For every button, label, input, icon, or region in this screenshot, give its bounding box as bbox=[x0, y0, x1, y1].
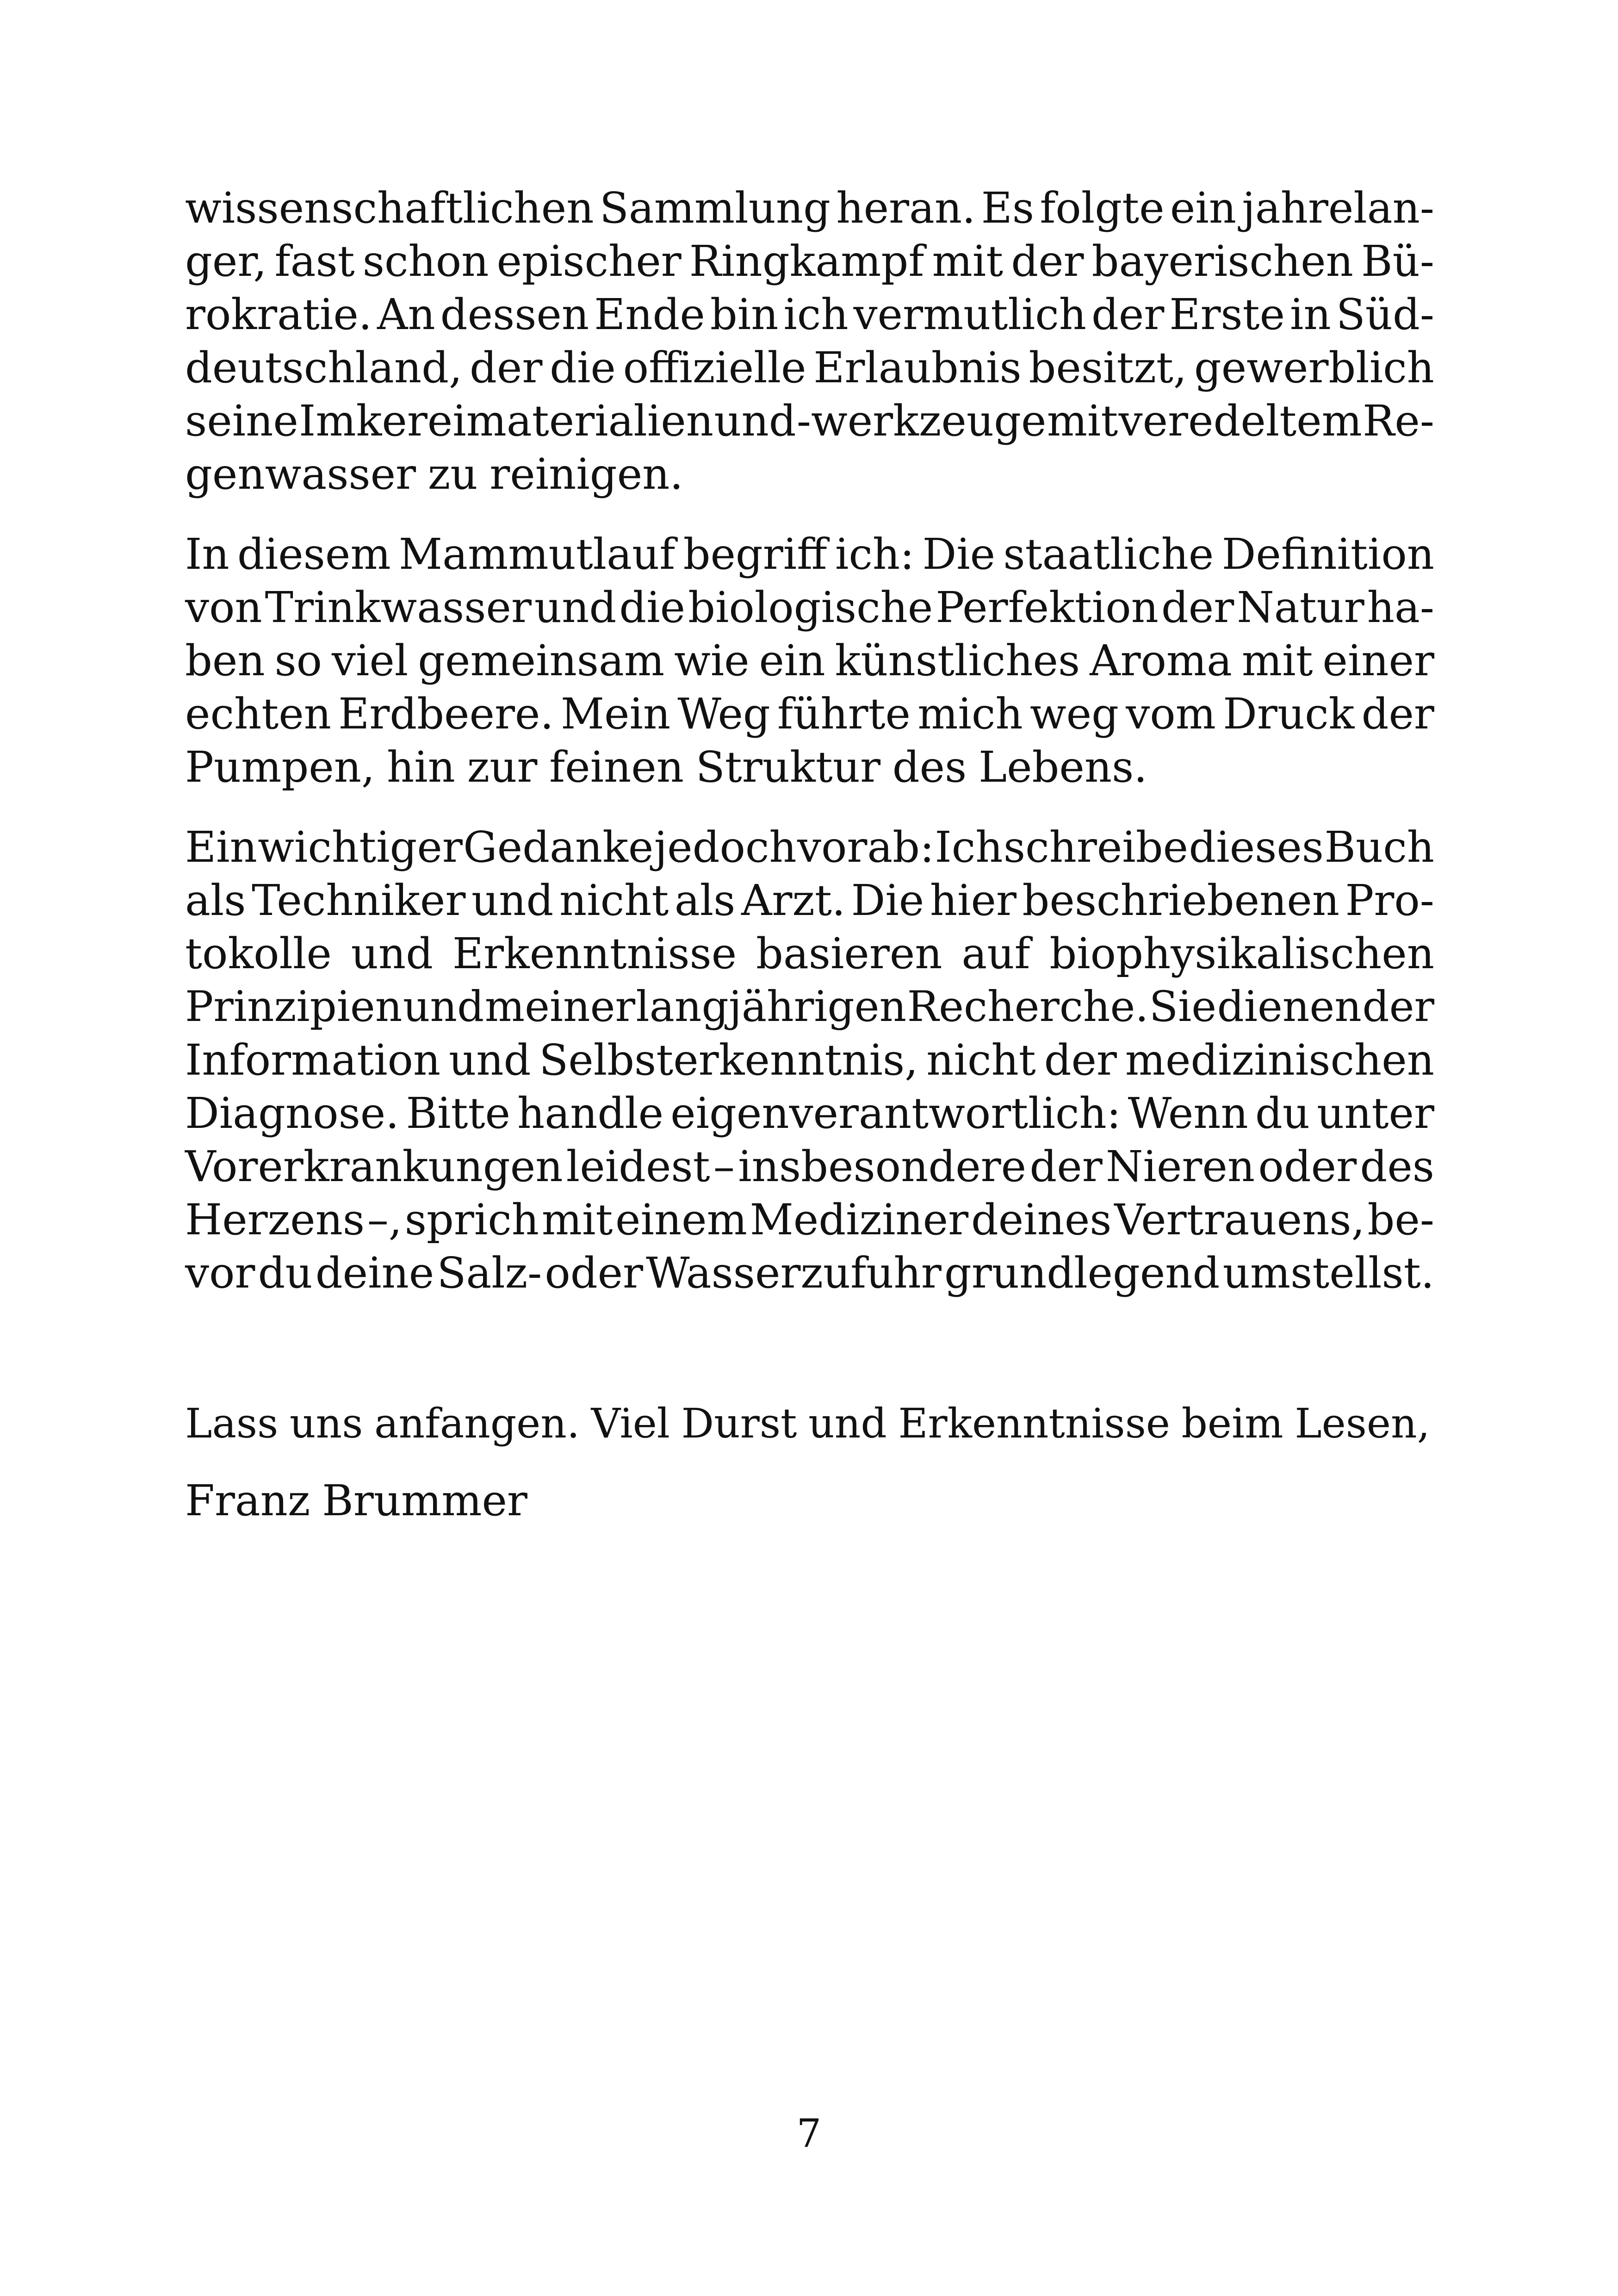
word: Vorerkrankungen bbox=[185, 1142, 563, 1191]
word: Ende bbox=[594, 290, 705, 339]
word: Sie bbox=[1149, 983, 1217, 1031]
word: der bbox=[1029, 1142, 1103, 1191]
word: hier bbox=[930, 876, 1017, 925]
word: uns bbox=[289, 1400, 363, 1447]
word: langjährigen bbox=[636, 983, 907, 1031]
word: vom bbox=[1126, 689, 1216, 739]
word: staatliche bbox=[1003, 529, 1214, 579]
word: hin bbox=[386, 742, 455, 792]
word: mit bbox=[541, 1195, 613, 1244]
word: deutschland, bbox=[185, 343, 463, 392]
word: ger, bbox=[185, 236, 267, 286]
word: An bbox=[377, 290, 435, 339]
word: echten bbox=[185, 689, 331, 739]
word: dieses bbox=[1189, 822, 1324, 872]
word: Ringkampf bbox=[689, 236, 924, 286]
word: dessen bbox=[440, 290, 589, 339]
word: basieren bbox=[756, 929, 942, 978]
paragraph-3-line-3 bbox=[185, 927, 1434, 981]
paragraph-2-line-5 bbox=[185, 740, 1434, 794]
word: Erdbeere. bbox=[338, 689, 554, 739]
word: Nieren bbox=[1106, 1142, 1255, 1191]
paragraph-1-line-1 bbox=[185, 181, 1434, 235]
word: Sammlung bbox=[599, 183, 831, 233]
word: zur bbox=[467, 742, 538, 792]
word: Pro- bbox=[1345, 876, 1434, 925]
word: Arzt. bbox=[741, 876, 846, 925]
word: ich bbox=[783, 290, 849, 339]
word: Salz- bbox=[437, 1248, 542, 1298]
word: genwasser bbox=[185, 449, 416, 499]
paragraph-3-line-8 bbox=[185, 1193, 1434, 1247]
word: diesem bbox=[237, 529, 391, 579]
word: feinen bbox=[549, 742, 684, 792]
word: als bbox=[185, 876, 246, 925]
word: anfangen. bbox=[374, 1400, 580, 1447]
word: und bbox=[808, 1400, 887, 1447]
word: seine bbox=[185, 396, 298, 446]
word: ein bbox=[759, 636, 825, 685]
word: deine bbox=[315, 1248, 434, 1298]
word: Pumpen, bbox=[185, 742, 375, 792]
word: sprich bbox=[404, 1195, 539, 1244]
word: Durst bbox=[681, 1400, 797, 1447]
word: und bbox=[471, 876, 554, 925]
word: Erkenntnisse bbox=[452, 929, 737, 978]
word: oder bbox=[1258, 1142, 1357, 1191]
word: bayerischen bbox=[1091, 236, 1353, 286]
paragraph-2-line-2 bbox=[185, 581, 1434, 635]
word: besitzt, bbox=[1029, 343, 1187, 392]
word: -werkzeuge bbox=[796, 396, 1047, 446]
word: des bbox=[892, 742, 967, 792]
word: biophysikalischen bbox=[1049, 929, 1434, 978]
word: Herzens bbox=[185, 1195, 365, 1244]
word: ich: bbox=[835, 529, 915, 579]
word: der bbox=[1044, 1035, 1117, 1085]
word: Selbsterkenntnis, bbox=[539, 1035, 918, 1085]
page-number: 7 bbox=[796, 2111, 822, 2156]
paragraph-1-line-4 bbox=[185, 341, 1434, 395]
word: biologische bbox=[688, 583, 933, 632]
word: beim bbox=[1181, 1400, 1283, 1447]
word: Druck bbox=[1223, 689, 1355, 739]
word: be- bbox=[1367, 1195, 1434, 1244]
word: Natur bbox=[1237, 583, 1364, 632]
word: einem bbox=[615, 1195, 747, 1244]
word: Prinzipien bbox=[185, 983, 403, 1031]
word: Diagnose. bbox=[185, 1089, 399, 1138]
word: deines bbox=[971, 1195, 1112, 1244]
word: Imkereimaterialien bbox=[299, 396, 713, 446]
paragraph-3-line-2 bbox=[185, 874, 1434, 927]
word: auf bbox=[961, 929, 1030, 978]
word: jedoch bbox=[654, 822, 797, 872]
word: vor bbox=[185, 1248, 255, 1298]
word: des bbox=[1360, 1142, 1434, 1191]
word: Es bbox=[981, 183, 1035, 233]
word: Recherche. bbox=[907, 983, 1149, 1031]
closing-line bbox=[185, 1397, 1434, 1450]
word: führte bbox=[777, 689, 911, 739]
word: beschriebenen bbox=[1022, 876, 1339, 925]
paragraph-1-line-3 bbox=[185, 288, 1434, 342]
word: Die bbox=[922, 529, 996, 579]
word: einer bbox=[1322, 636, 1434, 685]
word: Gedanke bbox=[463, 822, 654, 872]
word: Struktur bbox=[695, 742, 880, 792]
word: der bbox=[1161, 583, 1234, 632]
word: Ein bbox=[185, 822, 257, 872]
word: wichtiger bbox=[258, 822, 463, 872]
word: gemeinsam bbox=[418, 636, 665, 685]
paragraph-3-line-9 bbox=[185, 1246, 1434, 1300]
word: von bbox=[185, 583, 262, 632]
word: der bbox=[470, 343, 543, 392]
word: Lass bbox=[185, 1400, 279, 1447]
word: grundlegend bbox=[944, 1248, 1220, 1298]
word: in bbox=[1290, 290, 1331, 339]
word: die bbox=[619, 583, 686, 632]
word: handle bbox=[517, 1089, 664, 1138]
word: Erste bbox=[1169, 290, 1285, 339]
paragraph-3-line-1 bbox=[185, 821, 1434, 874]
word: Wasserzufuhr bbox=[646, 1248, 942, 1298]
author-signature bbox=[185, 1474, 1434, 1528]
paragraph-1-line-2 bbox=[185, 235, 1434, 288]
word: Ich bbox=[935, 822, 1003, 872]
word: leidest bbox=[566, 1142, 710, 1191]
word: begriff bbox=[683, 529, 827, 579]
word: du bbox=[1255, 1089, 1310, 1138]
word: – bbox=[713, 1142, 735, 1191]
word: der bbox=[1361, 689, 1434, 739]
word: viel bbox=[331, 636, 409, 685]
word: fast bbox=[274, 236, 355, 286]
word: rokratie. bbox=[185, 290, 372, 339]
word: Mein bbox=[560, 689, 671, 739]
word: Bitte bbox=[406, 1089, 510, 1138]
word: Die bbox=[851, 876, 924, 925]
word: tokolle bbox=[185, 929, 332, 978]
word: Definition bbox=[1221, 529, 1434, 579]
word: Re- bbox=[1363, 396, 1434, 446]
word: unter bbox=[1317, 1089, 1434, 1138]
word: jahrelan- bbox=[1242, 183, 1434, 233]
word: oder bbox=[545, 1248, 644, 1298]
word: Lebens. bbox=[979, 742, 1147, 792]
word: der bbox=[1362, 983, 1434, 1031]
word: wissenschaftlichen bbox=[185, 183, 594, 233]
word: schreibe bbox=[1003, 822, 1189, 872]
word: künstliches bbox=[835, 636, 1080, 685]
word: und bbox=[351, 929, 434, 978]
word: mit bbox=[1047, 396, 1118, 446]
word: ha- bbox=[1367, 583, 1434, 632]
word: so bbox=[274, 636, 322, 685]
word: –, bbox=[367, 1195, 402, 1244]
word: Erlaubnis bbox=[813, 343, 1022, 392]
word: Mediziner bbox=[750, 1195, 969, 1244]
word: weg bbox=[1029, 689, 1119, 739]
paragraph-3-line-4 bbox=[185, 980, 1434, 1034]
word: und bbox=[714, 396, 796, 446]
paragraph-2-line-4 bbox=[185, 687, 1434, 741]
word: heran. bbox=[836, 183, 976, 233]
paragraph-2-line-3 bbox=[185, 634, 1434, 688]
word: Franz bbox=[185, 1476, 310, 1525]
word: bin bbox=[710, 290, 779, 339]
word: zu bbox=[428, 449, 478, 499]
word: Wenn bbox=[1128, 1089, 1248, 1138]
word: der bbox=[1091, 290, 1165, 339]
word: vermutlich bbox=[853, 290, 1087, 339]
word: veredeltem bbox=[1118, 396, 1362, 446]
word: Bü- bbox=[1361, 236, 1434, 286]
paragraph-3-line-5 bbox=[185, 1033, 1434, 1087]
word: Süd- bbox=[1336, 290, 1434, 339]
word: Brummer bbox=[322, 1476, 527, 1525]
paragraph-2-line-1 bbox=[185, 528, 1434, 581]
word: nicht bbox=[559, 876, 669, 925]
word: insbesondere bbox=[738, 1142, 1027, 1191]
word: als bbox=[674, 876, 736, 925]
word: ein bbox=[1170, 183, 1236, 233]
word: folgte bbox=[1040, 183, 1165, 233]
word: medizinischen bbox=[1125, 1035, 1434, 1085]
word: mit bbox=[1241, 636, 1313, 685]
word: Mammutlauf bbox=[398, 529, 676, 579]
word: epischer bbox=[496, 236, 682, 286]
word: Vertrauens, bbox=[1114, 1195, 1365, 1244]
word: Viel bbox=[591, 1400, 670, 1447]
word: Erkenntnisse bbox=[898, 1400, 1170, 1447]
word: In bbox=[185, 529, 229, 579]
paragraph-1-line-5 bbox=[185, 394, 1434, 448]
word: schon bbox=[362, 236, 489, 286]
word: und bbox=[448, 1035, 531, 1085]
word: du bbox=[258, 1248, 313, 1298]
word: Information bbox=[185, 1035, 441, 1085]
word: die bbox=[550, 343, 616, 392]
word: umstellst. bbox=[1222, 1248, 1434, 1298]
word: Perfektion bbox=[936, 583, 1159, 632]
word: dienen bbox=[1217, 983, 1362, 1031]
word: mit bbox=[932, 236, 1004, 286]
word: Lesen, bbox=[1295, 1400, 1430, 1447]
word: Buch bbox=[1324, 822, 1434, 872]
word: Trinkwasser bbox=[265, 583, 532, 632]
paragraph-1-line-6 bbox=[185, 448, 1434, 501]
word: und bbox=[403, 983, 484, 1031]
paragraph-3-line-6 bbox=[185, 1087, 1434, 1140]
word: Techniker bbox=[252, 876, 466, 925]
word: nicht bbox=[926, 1035, 1036, 1085]
word: wie bbox=[674, 636, 750, 685]
word: Weg bbox=[677, 689, 770, 739]
paragraph-3-line-7 bbox=[185, 1140, 1434, 1194]
word: eigenverantwortlich: bbox=[670, 1089, 1121, 1138]
word: vorab: bbox=[797, 822, 935, 872]
word: und bbox=[534, 583, 617, 632]
word: offizielle bbox=[623, 343, 806, 392]
word: meiner bbox=[484, 983, 635, 1031]
word: der bbox=[1011, 236, 1084, 286]
word: Aroma bbox=[1090, 636, 1232, 685]
word: ben bbox=[185, 636, 265, 685]
word: reinigen. bbox=[490, 449, 683, 499]
word: gewerblich bbox=[1194, 343, 1434, 392]
word: mich bbox=[917, 689, 1023, 739]
